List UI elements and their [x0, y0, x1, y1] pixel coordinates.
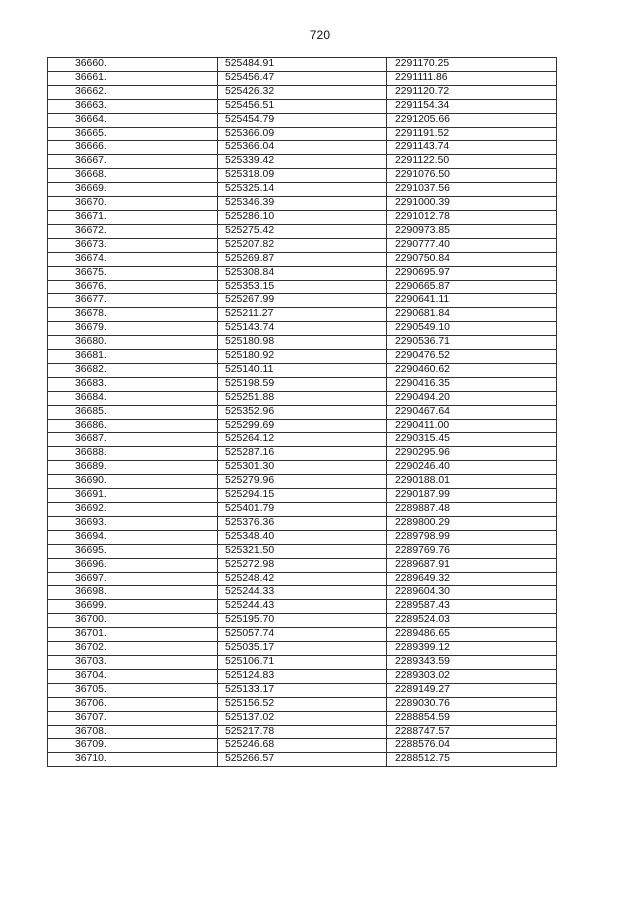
point-number-cell: 36699. — [48, 600, 218, 614]
table-row — [48, 753, 557, 767]
y-coordinate-cell: 2289149.27 — [387, 683, 557, 697]
x-coordinate-cell: 525325.14 — [218, 183, 387, 197]
point-number-cell: 36694. — [48, 530, 218, 544]
table-row — [48, 614, 557, 628]
y-coordinate-cell: 2289030.76 — [387, 697, 557, 711]
x-coordinate-cell: 525124.83 — [218, 669, 387, 683]
table-row — [48, 71, 557, 85]
y-coordinate-cell: 2290641.11 — [387, 294, 557, 308]
table-row — [48, 489, 557, 503]
x-coordinate-cell: 525264.12 — [218, 433, 387, 447]
x-coordinate-cell: 525035.17 — [218, 642, 387, 656]
x-coordinate-cell: 525217.78 — [218, 725, 387, 739]
table-row — [48, 419, 557, 433]
x-coordinate-cell: 525348.40 — [218, 530, 387, 544]
point-number-cell: 36695. — [48, 544, 218, 558]
y-coordinate-cell: 2289798.99 — [387, 530, 557, 544]
point-number-cell: 36698. — [48, 586, 218, 600]
table-row — [48, 447, 557, 461]
y-coordinate-cell: 2291111.86 — [387, 71, 557, 85]
table-row — [48, 405, 557, 419]
y-coordinate-cell: 2290315.45 — [387, 433, 557, 447]
x-coordinate-cell: 525353.15 — [218, 280, 387, 294]
table-row — [48, 544, 557, 558]
x-coordinate-cell: 525346.39 — [218, 197, 387, 211]
y-coordinate-cell: 2288854.59 — [387, 711, 557, 725]
table-row — [48, 197, 557, 211]
y-coordinate-cell: 2289887.48 — [387, 503, 557, 517]
x-coordinate-cell: 525272.98 — [218, 558, 387, 572]
y-coordinate-cell: 2291205.66 — [387, 113, 557, 127]
x-coordinate-cell: 525366.09 — [218, 127, 387, 141]
y-coordinate-cell: 2290777.40 — [387, 238, 557, 252]
x-coordinate-cell: 525401.79 — [218, 503, 387, 517]
table-row — [48, 669, 557, 683]
point-number-cell: 36683. — [48, 377, 218, 391]
y-coordinate-cell: 2289587.43 — [387, 600, 557, 614]
y-coordinate-cell: 2291154.34 — [387, 99, 557, 113]
y-coordinate-cell: 2291170.25 — [387, 58, 557, 72]
point-number-cell: 36660. — [48, 58, 218, 72]
y-coordinate-cell: 2289649.32 — [387, 572, 557, 586]
x-coordinate-cell: 525251.88 — [218, 391, 387, 405]
y-coordinate-cell: 2290750.84 — [387, 252, 557, 266]
point-number-cell: 36705. — [48, 683, 218, 697]
x-coordinate-cell: 525137.02 — [218, 711, 387, 725]
point-number-cell: 36667. — [48, 155, 218, 169]
y-coordinate-cell: 2289769.76 — [387, 544, 557, 558]
x-coordinate-cell: 525286.10 — [218, 210, 387, 224]
x-coordinate-cell: 525376.36 — [218, 516, 387, 530]
table-row — [48, 350, 557, 364]
point-number-cell: 36690. — [48, 475, 218, 489]
x-coordinate-cell: 525279.96 — [218, 475, 387, 489]
y-coordinate-cell: 2290973.85 — [387, 224, 557, 238]
y-coordinate-cell: 2289524.03 — [387, 614, 557, 628]
point-number-cell: 36693. — [48, 516, 218, 530]
table-row — [48, 572, 557, 586]
table-row — [48, 655, 557, 669]
table-row — [48, 266, 557, 280]
x-coordinate-cell: 525456.47 — [218, 71, 387, 85]
table-row — [48, 725, 557, 739]
point-number-cell: 36700. — [48, 614, 218, 628]
point-number-cell: 36686. — [48, 419, 218, 433]
y-coordinate-cell: 2290681.84 — [387, 308, 557, 322]
y-coordinate-cell: 2288747.57 — [387, 725, 557, 739]
point-number-cell: 36671. — [48, 210, 218, 224]
y-coordinate-cell: 2289800.29 — [387, 516, 557, 530]
point-number-cell: 36688. — [48, 447, 218, 461]
y-coordinate-cell: 2290476.52 — [387, 350, 557, 364]
point-number-cell: 36663. — [48, 99, 218, 113]
x-coordinate-cell: 525180.92 — [218, 350, 387, 364]
point-number-cell: 36684. — [48, 391, 218, 405]
x-coordinate-cell: 525366.04 — [218, 141, 387, 155]
x-coordinate-cell: 525133.17 — [218, 683, 387, 697]
point-number-cell: 36689. — [48, 461, 218, 475]
x-coordinate-cell: 525294.15 — [218, 489, 387, 503]
table-row — [48, 697, 557, 711]
table-row — [48, 183, 557, 197]
table-row — [48, 391, 557, 405]
table-row — [48, 642, 557, 656]
y-coordinate-cell: 2290460.62 — [387, 363, 557, 377]
point-number-cell: 36681. — [48, 350, 218, 364]
x-coordinate-cell: 525248.42 — [218, 572, 387, 586]
table-row — [48, 516, 557, 530]
x-coordinate-cell: 525484.91 — [218, 58, 387, 72]
table-row — [48, 503, 557, 517]
point-number-cell: 36710. — [48, 753, 218, 767]
table-row — [48, 475, 557, 489]
x-coordinate-cell: 525106.71 — [218, 655, 387, 669]
x-coordinate-cell: 525426.32 — [218, 85, 387, 99]
table-row — [48, 224, 557, 238]
y-coordinate-cell: 2290416.35 — [387, 377, 557, 391]
x-coordinate-cell: 525454.79 — [218, 113, 387, 127]
table-row — [48, 600, 557, 614]
point-number-cell: 36704. — [48, 669, 218, 683]
point-number-cell: 36709. — [48, 739, 218, 753]
y-coordinate-cell: 2290246.40 — [387, 461, 557, 475]
y-coordinate-cell: 2291120.72 — [387, 85, 557, 99]
table-row — [48, 169, 557, 183]
table-row — [48, 683, 557, 697]
point-number-cell: 36662. — [48, 85, 218, 99]
y-coordinate-cell: 2289486.65 — [387, 628, 557, 642]
y-coordinate-cell: 2289604.30 — [387, 586, 557, 600]
point-number-cell: 36687. — [48, 433, 218, 447]
y-coordinate-cell: 2289687.91 — [387, 558, 557, 572]
x-coordinate-cell: 525198.59 — [218, 377, 387, 391]
x-coordinate-cell: 525269.87 — [218, 252, 387, 266]
table-row — [48, 336, 557, 350]
x-coordinate-cell: 525287.16 — [218, 447, 387, 461]
x-coordinate-cell: 525195.70 — [218, 614, 387, 628]
y-coordinate-cell: 2290295.96 — [387, 447, 557, 461]
table-row — [48, 252, 557, 266]
point-number-cell: 36674. — [48, 252, 218, 266]
y-coordinate-cell: 2290549.10 — [387, 322, 557, 336]
point-number-cell: 36664. — [48, 113, 218, 127]
x-coordinate-cell: 525301.30 — [218, 461, 387, 475]
table-row — [48, 322, 557, 336]
y-coordinate-cell: 2288512.75 — [387, 753, 557, 767]
x-coordinate-cell: 525352.96 — [218, 405, 387, 419]
y-coordinate-cell: 2291037.56 — [387, 183, 557, 197]
point-number-cell: 36682. — [48, 363, 218, 377]
point-number-cell: 36678. — [48, 308, 218, 322]
y-coordinate-cell: 2289399.12 — [387, 642, 557, 656]
point-number-cell: 36707. — [48, 711, 218, 725]
y-coordinate-cell: 2290695.97 — [387, 266, 557, 280]
x-coordinate-cell: 525456.51 — [218, 99, 387, 113]
y-coordinate-cell: 2289343.59 — [387, 655, 557, 669]
x-coordinate-cell: 525156.52 — [218, 697, 387, 711]
y-coordinate-cell: 2290187.99 — [387, 489, 557, 503]
point-number-cell: 36666. — [48, 141, 218, 155]
y-coordinate-cell: 2291191.52 — [387, 127, 557, 141]
table-row — [48, 739, 557, 753]
x-coordinate-cell: 525299.69 — [218, 419, 387, 433]
table-row — [48, 711, 557, 725]
x-coordinate-cell: 525308.84 — [218, 266, 387, 280]
x-coordinate-cell: 525140.11 — [218, 363, 387, 377]
x-coordinate-cell: 525246.68 — [218, 739, 387, 753]
table-row — [48, 530, 557, 544]
x-coordinate-cell: 525244.43 — [218, 600, 387, 614]
point-number-cell: 36669. — [48, 183, 218, 197]
point-number-cell: 36706. — [48, 697, 218, 711]
coordinates-table — [47, 57, 557, 767]
y-coordinate-cell: 2291076.50 — [387, 169, 557, 183]
point-number-cell: 36665. — [48, 127, 218, 141]
table-row — [48, 280, 557, 294]
table-row — [48, 308, 557, 322]
x-coordinate-cell: 525318.09 — [218, 169, 387, 183]
x-coordinate-cell: 525321.50 — [218, 544, 387, 558]
y-coordinate-cell: 2290494.20 — [387, 391, 557, 405]
point-number-cell: 36703. — [48, 655, 218, 669]
y-coordinate-cell: 2291122.50 — [387, 155, 557, 169]
table-row — [48, 433, 557, 447]
table-row — [48, 113, 557, 127]
table-row — [48, 586, 557, 600]
point-number-cell: 36708. — [48, 725, 218, 739]
point-number-cell: 36672. — [48, 224, 218, 238]
y-coordinate-cell: 2290665.87 — [387, 280, 557, 294]
x-coordinate-cell: 525057.74 — [218, 628, 387, 642]
y-coordinate-cell: 2289303.02 — [387, 669, 557, 683]
table-row — [48, 461, 557, 475]
x-coordinate-cell: 525180.98 — [218, 336, 387, 350]
point-number-cell: 36680. — [48, 336, 218, 350]
table-row — [48, 141, 557, 155]
x-coordinate-cell: 525244.33 — [218, 586, 387, 600]
x-coordinate-cell: 525266.57 — [218, 753, 387, 767]
table-row — [48, 155, 557, 169]
point-number-cell: 36702. — [48, 642, 218, 656]
table-row — [48, 85, 557, 99]
table-row — [48, 127, 557, 141]
point-number-cell: 36675. — [48, 266, 218, 280]
x-coordinate-cell: 525207.82 — [218, 238, 387, 252]
point-number-cell: 36676. — [48, 280, 218, 294]
table-row — [48, 99, 557, 113]
point-number-cell: 36701. — [48, 628, 218, 642]
x-coordinate-cell: 525267.99 — [218, 294, 387, 308]
table-row — [48, 294, 557, 308]
point-number-cell: 36696. — [48, 558, 218, 572]
table-row — [48, 377, 557, 391]
point-number-cell: 36673. — [48, 238, 218, 252]
table-row — [48, 238, 557, 252]
x-coordinate-cell: 525339.42 — [218, 155, 387, 169]
x-coordinate-cell: 525275.42 — [218, 224, 387, 238]
y-coordinate-cell: 2288576.04 — [387, 739, 557, 753]
point-number-cell: 36685. — [48, 405, 218, 419]
y-coordinate-cell: 2290411.00 — [387, 419, 557, 433]
table-row — [48, 363, 557, 377]
table-row — [48, 58, 557, 72]
page-number: 720 — [309, 28, 331, 42]
point-number-cell: 36692. — [48, 503, 218, 517]
coordinates-table-body — [48, 58, 557, 767]
y-coordinate-cell: 2290536.71 — [387, 336, 557, 350]
y-coordinate-cell: 2291012.78 — [387, 210, 557, 224]
point-number-cell: 36668. — [48, 169, 218, 183]
point-number-cell: 36679. — [48, 322, 218, 336]
y-coordinate-cell: 2290188.01 — [387, 475, 557, 489]
y-coordinate-cell: 2291000.39 — [387, 197, 557, 211]
point-number-cell: 36691. — [48, 489, 218, 503]
point-number-cell: 36670. — [48, 197, 218, 211]
point-number-cell: 36677. — [48, 294, 218, 308]
y-coordinate-cell: 2291143.74 — [387, 141, 557, 155]
table-row — [48, 210, 557, 224]
table-row — [48, 558, 557, 572]
point-number-cell: 36661. — [48, 71, 218, 85]
x-coordinate-cell: 525143.74 — [218, 322, 387, 336]
point-number-cell: 36697. — [48, 572, 218, 586]
x-coordinate-cell: 525211.27 — [218, 308, 387, 322]
table-row — [48, 628, 557, 642]
y-coordinate-cell: 2290467.64 — [387, 405, 557, 419]
